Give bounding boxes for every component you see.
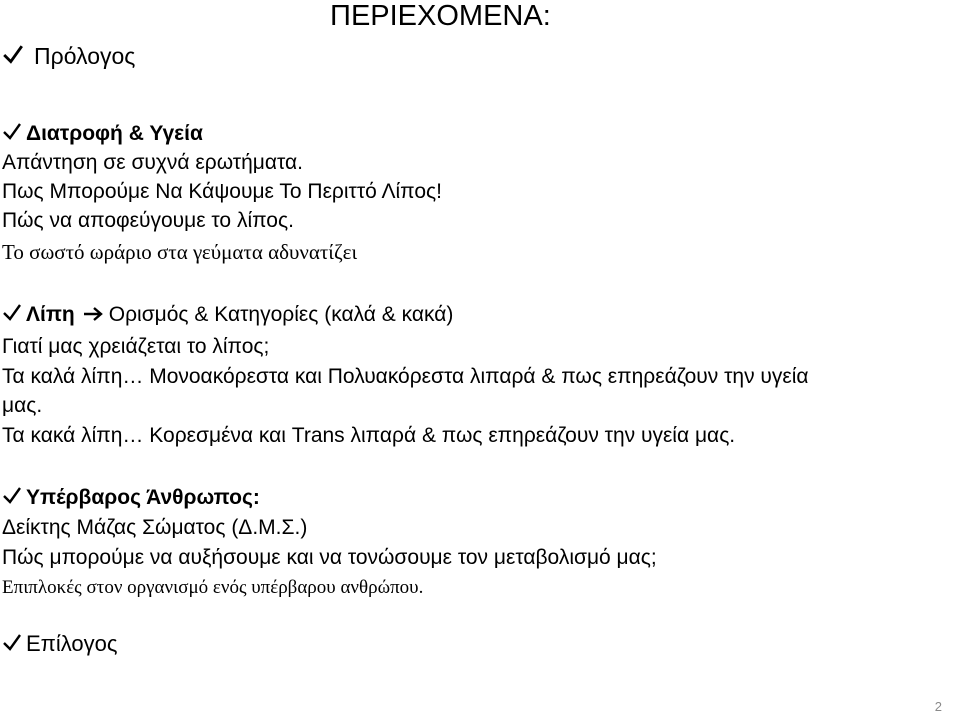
checkmark-icon — [2, 122, 22, 142]
list-item: Γιατί μας χρειάζεται το λίπος; — [2, 335, 270, 358]
list-item: Το σωστό ωράριο στα γεύματα αδυνατίζει — [2, 240, 358, 264]
section-heading-detail: Ορισμός & Κατηγορίες (καλά & κακά) — [108, 303, 454, 326]
list-item: Πώς να αποφεύγουμε το λίπος. — [2, 209, 294, 232]
list-item: Επιπλοκές στον οργανισμό ενός υπέρβαρου ανθρώπου. — [2, 577, 424, 598]
section-heading: Λίπη — [26, 303, 75, 326]
page-number: 2 — [934, 699, 942, 714]
section-epilogue — [2, 633, 117, 655]
section-heading: Επίλογος — [26, 631, 118, 656]
checkmark-icon — [2, 486, 22, 506]
list-item: Πως Μπορούμε Να Κάψουμε Το Περιττό Λίπος! — [2, 180, 443, 203]
checkmark-icon — [2, 303, 22, 323]
checkmark-icon — [2, 633, 22, 653]
section-heading: Διατροφή & Υγεία — [26, 122, 203, 145]
list-item: Τα καλά λίπη… Μονοακόρεστα και Πολυακόρεστα λιπαρά & πως επηρεάζουν την υγεία — [2, 365, 809, 388]
list-item: μας. — [2, 394, 43, 417]
list-item: Δείκτης Μάζας Σώματος (Δ.Μ.Σ.) — [2, 516, 308, 539]
arrow-right-icon — [83, 306, 103, 322]
list-item: Απάντηση σε συχνά ερωτήματα. — [2, 151, 303, 174]
section-fats — [2, 303, 453, 325]
checkmark-icon — [2, 44, 24, 66]
section-heading: Υπέρβαρος Άνθρωπος: — [26, 486, 260, 509]
list-item: Πώς μπορούμε να αυξήσουμε και να τονώσουμε τον μεταβολισμό μας; — [2, 546, 657, 569]
section-overweight — [2, 486, 260, 508]
section-prologue — [2, 44, 135, 68]
section-heading: Πρόλογος — [34, 43, 136, 69]
section-diet — [2, 122, 203, 144]
page-title: ΠΕΡΙΕΧΟΜΕΝΑ: — [330, 0, 551, 32]
list-item: Τα κακά λίπη… Κορεσμένα και Trans λιπαρά & πως επηρεάζουν την υγεία μας. — [2, 424, 736, 447]
